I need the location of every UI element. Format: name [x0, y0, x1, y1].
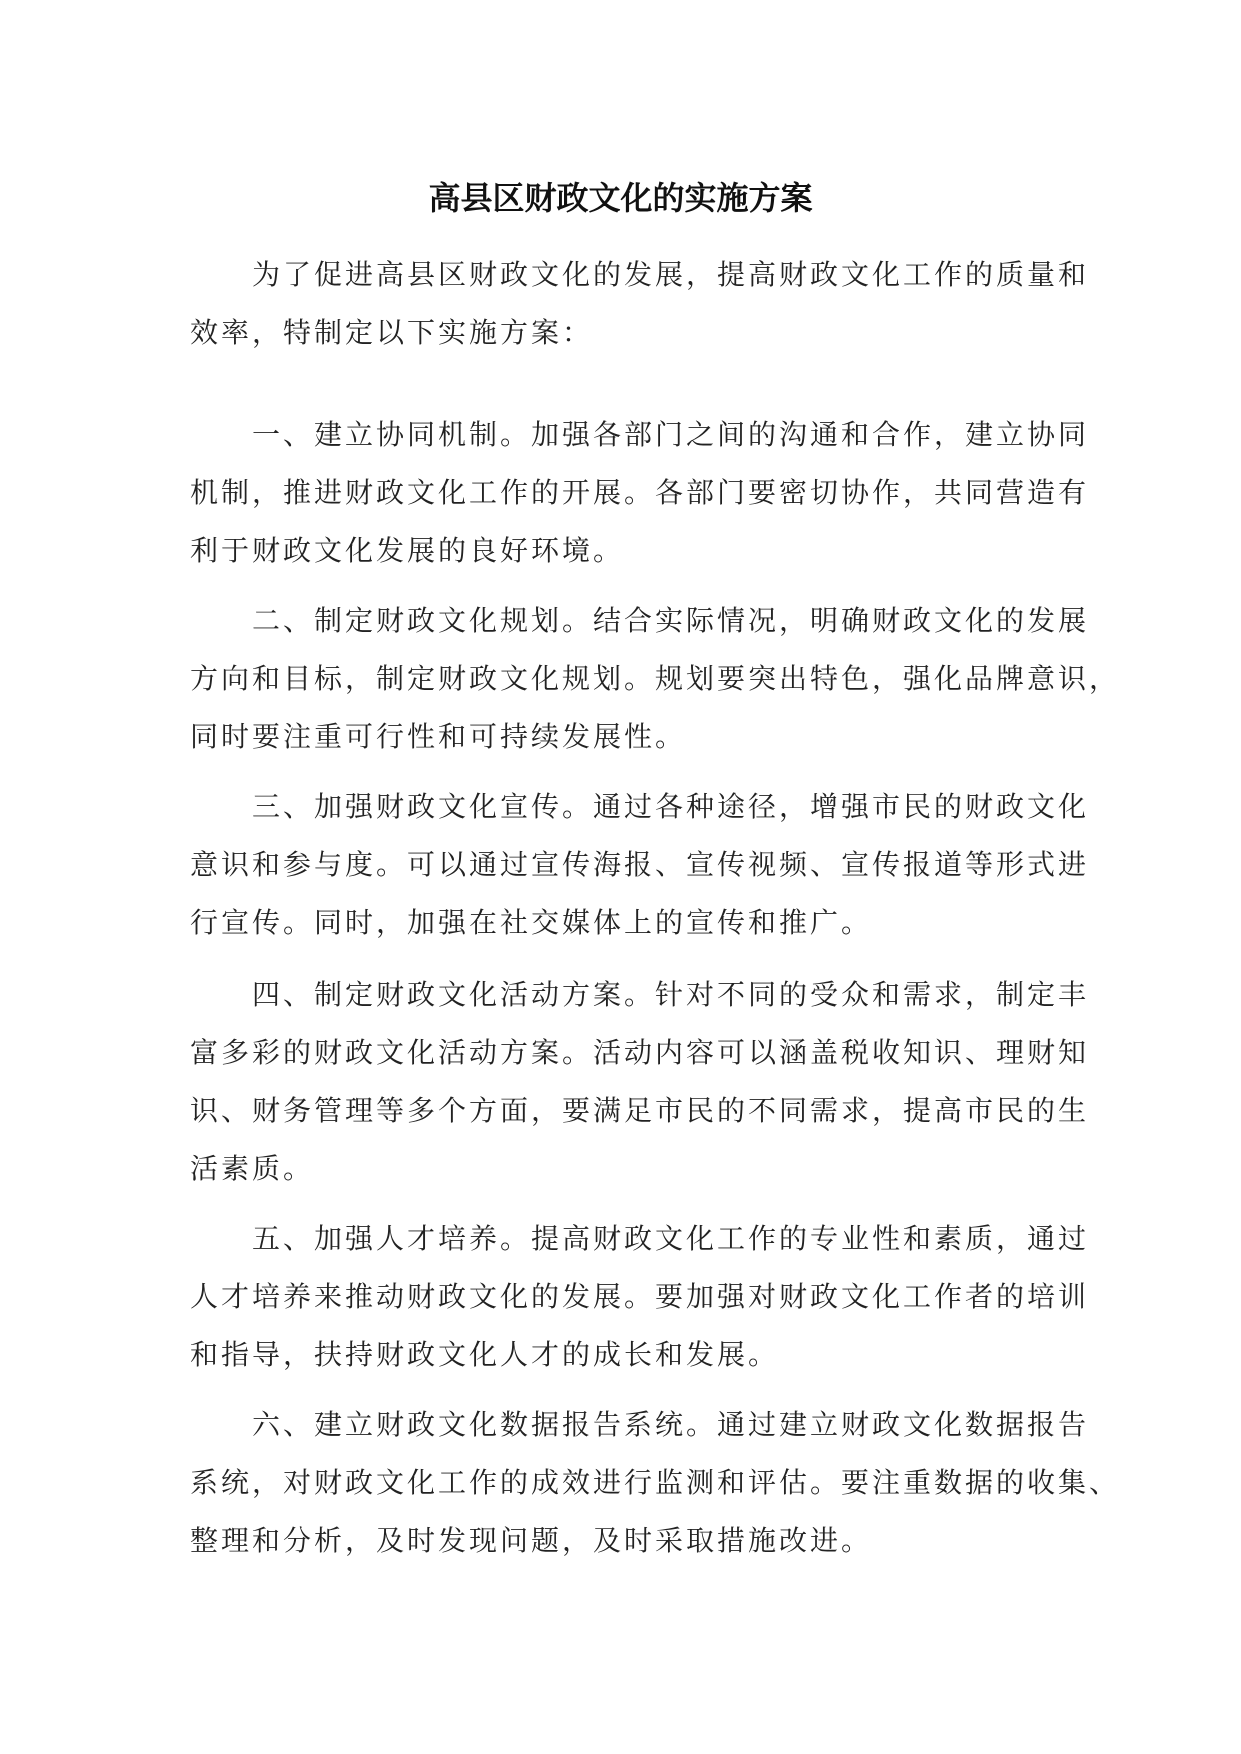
paragraph-line: 二、制定财政文化规划。结合实际情况，明确财政文化的发展: [252, 604, 1090, 637]
paragraph-line: 活素质。: [190, 1152, 315, 1185]
paragraph-line: 同时要注重可行性和可持续发展性。: [190, 720, 687, 753]
paragraph-line: 整理和分析，及时发现问题，及时采取措施改进。: [190, 1524, 873, 1557]
paragraph-line: 富多彩的财政文化活动方案。活动内容可以涵盖税收知识、理财知: [190, 1036, 1090, 1069]
paragraph-line: 一、建立协同机制。加强各部门之间的沟通和合作，建立协同: [252, 418, 1090, 451]
paragraph-line: 行宣传。同时，加强在社交媒体上的宣传和推广。: [190, 906, 873, 939]
paragraph-line: 利于财政文化发展的良好环境。: [190, 534, 625, 567]
paragraph-line: 系统，对财政文化工作的成效进行监测和评估。要注重数据的收集、: [190, 1466, 1121, 1499]
paragraph-line: 机制，推进财政文化工作的开展。各部门要密切协作，共同营造有: [190, 476, 1090, 509]
paragraph-line: 和指导，扶持财政文化人才的成长和发展。: [190, 1338, 780, 1371]
paragraph-line: 三、加强财政文化宣传。通过各种途径，增强市民的财政文化: [252, 790, 1090, 823]
paragraph-line: 识、财务管理等多个方面，要满足市民的不同需求，提高市民的生: [190, 1094, 1090, 1127]
paragraph-line: 方向和目标，制定财政文化规划。规划要突出特色，强化品牌意识，: [190, 662, 1121, 695]
paragraph-line: 四、制定财政文化活动方案。针对不同的受众和需求，制定丰: [252, 978, 1090, 1011]
paragraph-line: 五、加强人才培养。提高财政文化工作的专业性和素质，通过: [252, 1222, 1090, 1255]
paragraph-line: 六、建立财政文化数据报告系统。通过建立财政文化数据报告: [252, 1408, 1090, 1441]
paragraph-line: 为了促进高县区财政文化的发展，提高财政文化工作的质量和: [252, 258, 1090, 291]
paragraph-line: 效率，特制定以下实施方案：: [190, 316, 594, 349]
document-title: 高县区财政文化的实施方案: [428, 179, 813, 217]
paragraph-line: 人才培养来推动财政文化的发展。要加强对财政文化工作者的培训: [190, 1280, 1090, 1313]
paragraph-line: 意识和参与度。可以通过宣传海报、宣传视频、宣传报道等形式进: [190, 848, 1090, 881]
